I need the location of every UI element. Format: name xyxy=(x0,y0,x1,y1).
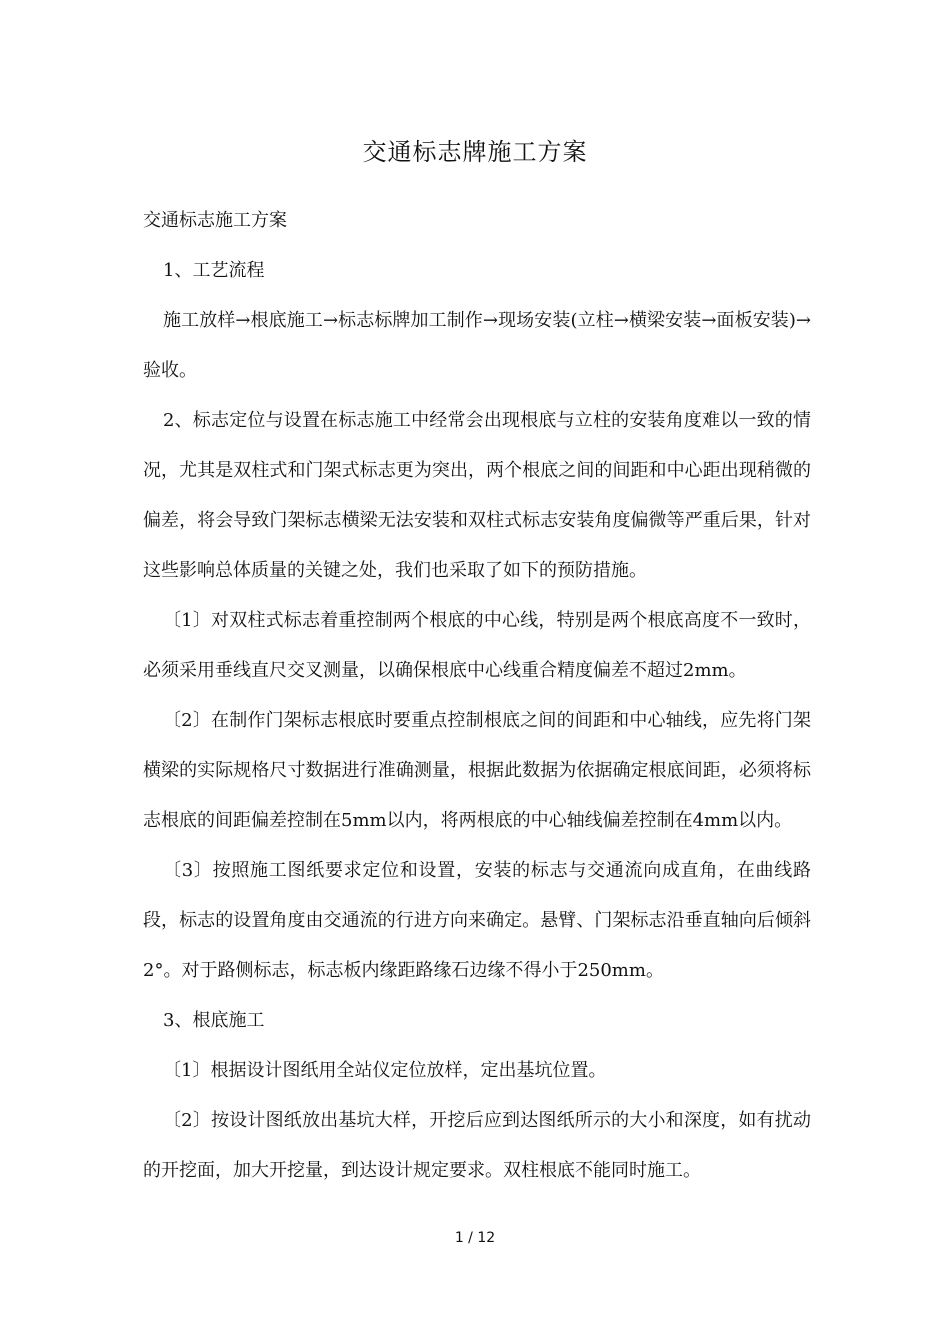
document-body xyxy=(143,196,811,1196)
paragraph-item-3: 〔3〕按照施工图纸要求定位和设置，安装的标志与交通流向成直角，在曲线路段，标志的设置角度由交通流的行进方向来确定。悬臂、门架标志沿垂直轴向后倾斜2°。对于路侧标志，标志板内缘距路缘石边缘不得小于250mm。 xyxy=(143,860,811,981)
page-number: 1 / 12 xyxy=(454,1230,496,1246)
paragraph-foundation-1: 〔1〕根据设计图纸用全站仪定位放样，定出基坑位置。 xyxy=(163,1060,607,1081)
paragraph-foundation-2: 〔2〕按设计图纸放出基坑大样，开挖后应到达图纸所示的大小和深度，如有扰动的开挖面，加大开挖量，到达设计规定要求。双柱根底不能同时施工。 xyxy=(143,1110,811,1181)
section-heading-process: 1、工艺流程 xyxy=(163,260,265,281)
paragraph-positioning: 2、标志定位与设置在标志施工中经常会出现根底与立柱的安装角度难以一致的情况，尤其是双柱式和门架式标志更为突出，两个根底之间的间距和中心距出现稍微的偏差，将会导致门架标志横梁无法安装和双柱式标志安装角度偏微等严重后果，针对这些影响总体质量的关键之处，我们也采取了如下的预防措施。 xyxy=(143,410,811,581)
document-title: 交通标志牌施工方案 xyxy=(362,138,588,166)
paragraph-item-2: 〔2〕在制作门架标志根底时要重点控制根底之间的间距和中心轴线，应先将门架横梁的实际规格尺寸数据进行准确测量，根据此数据为依据确定根底间距，必须将标志根底的间距偏差控制在5mm以内，将两根底的中心轴线偏差控制在4mm以内。 xyxy=(143,710,811,831)
section-heading-foundation: 3、根底施工 xyxy=(163,1010,265,1031)
paragraph-item-1: 〔1〕对双柱式标志着重控制两个根底的中心线，特别是两个根底高度不一致时，必须采用垂线直尺交叉测量，以确保根底中心线重合精度偏差不超过2mm。 xyxy=(143,610,811,681)
section-heading: 交通标志施工方案 xyxy=(143,210,287,231)
paragraph-process-flow: 施工放样→根底施工→标志标牌加工制作→现场安装(立柱→横梁安装→面板安装)→验收。 xyxy=(143,310,811,381)
